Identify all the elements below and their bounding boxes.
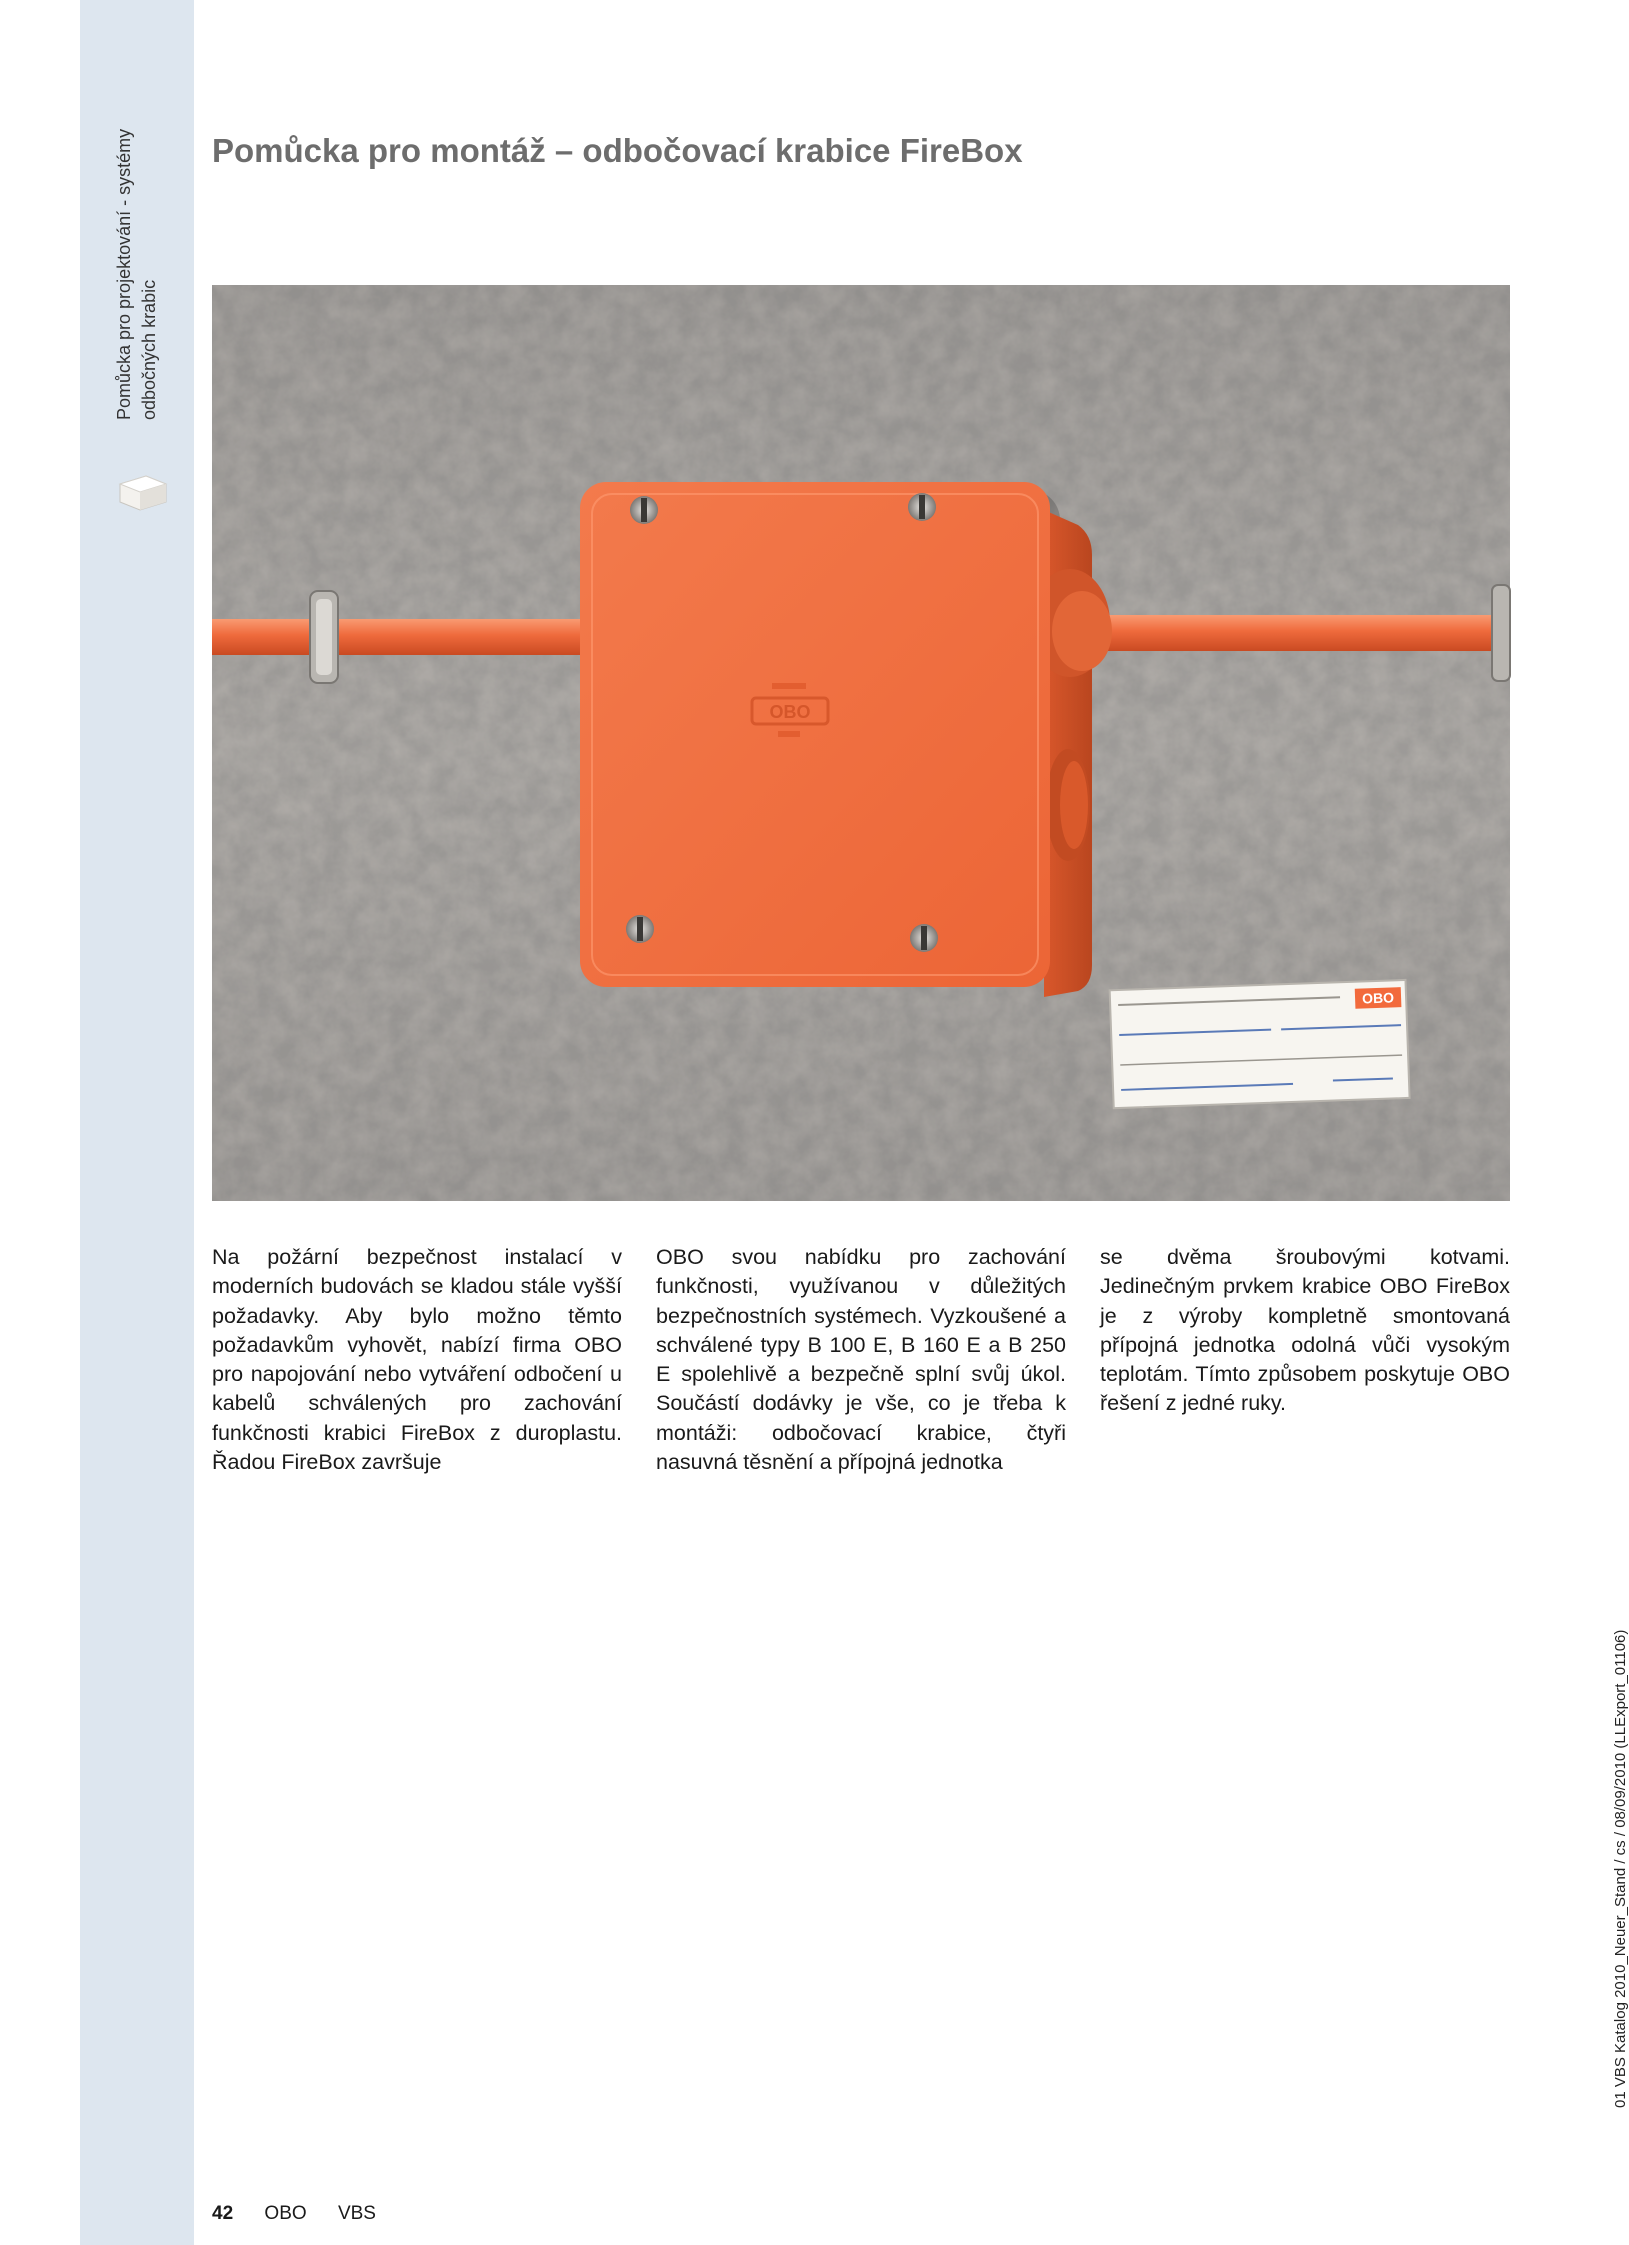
- sidebar-section-label: [112, 40, 162, 420]
- footer-section: VBS: [337, 2203, 376, 2224]
- screw-top-left: [630, 496, 658, 524]
- firebox-photo: [212, 285, 1510, 1201]
- text-column-1: [212, 1243, 622, 1477]
- pipe-clamp-right: [1492, 585, 1510, 681]
- paragraph-2: OBO svou nabídku pro zachování funkčnosti, využívanou v důležitých bezpečnostních systémech. Vyzkoušené a schválené typy B 100 E, B 160 E a B 250 E spolehlivě a bezpečně splní svůj úkol. Součástí dodávky je vše, co je třeba k montáži: odbočovací krabice, čtyři nasuvná těsnění a přípojná jednotka: [656, 1245, 1066, 1475]
- page-title: Pomůcka pro montáž – odbočovací krabice FireBox: [212, 132, 1023, 169]
- page-footer: [212, 2203, 376, 2225]
- pipe-clamp-left: [310, 591, 338, 683]
- label-brand: OBO: [1361, 989, 1395, 1007]
- sidebar-label-line1: Pomůcka pro projektování - systémy: [114, 128, 134, 420]
- text-column-2: [656, 1243, 1066, 1477]
- sidebar-label-line2: odbočných krabic: [139, 279, 159, 420]
- screw-bottom-left: [626, 915, 654, 943]
- paragraph-3: se dvěma šroubovými kotvami. Jedinečným prvkem krabice OBO FireBox je z výroby kompletně smontovaná přípojná jednotka odolná vůči vysokým teplotám. Tímto způsobem poskytuje OBO řešení z jedné ruky.: [1100, 1245, 1510, 1416]
- page-number: 42: [212, 2203, 234, 2224]
- box-embossed-logo: OBO: [769, 702, 811, 722]
- screw-top-right: [908, 493, 936, 521]
- catalog-export-code: 01 VBS Katalog 2010_Neuer_Stand / cs / 08/09/2010 (LLExport_01106): [1612, 1629, 1629, 2108]
- paragraph-1: Na požární bezpečnost instalací v moderních budovách se kladou stále vyšší požadavky. Aby bylo možno těmto požadavkům vyhovět, nabízí firma OBO pro napojování nebo vytváření odbočení u kabelů schválených pro zachování funkčnosti krabici FireBox z duroplastu. Řadou FireBox završuje: [212, 1245, 622, 1475]
- footer-brand: OBO: [264, 2203, 307, 2224]
- junction-box-icon: [116, 472, 170, 512]
- text-column-3: [1100, 1243, 1510, 1419]
- installation-label: [1110, 980, 1410, 1108]
- screw-bottom-right: [910, 924, 938, 952]
